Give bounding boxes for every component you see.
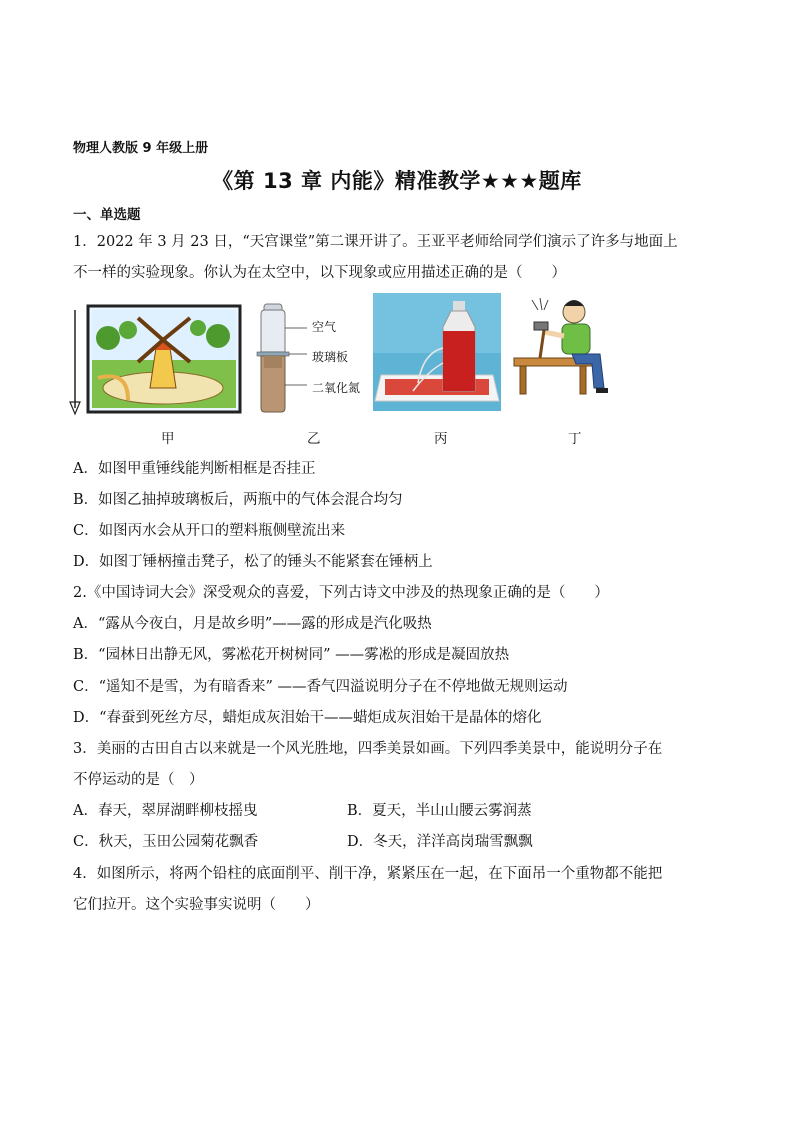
question-1-option-a: A．如图甲重锤线能判断相框是否挂正 [73,461,316,477]
figure-bing-water-bottle-photo [373,293,501,411]
figure-jia-frame-illustration [68,300,246,418]
bottle-label-air: 空气 [312,320,337,334]
question-3-option-d: D．冬天，洋洋高岗瑞雪飘飘 [347,834,533,850]
bottle-label-no2: 二氧化氮 [312,381,361,395]
question-1-option-b: B．如图乙抽掉玻璃板后，两瓶中的气体会混合均匀 [73,492,403,508]
question-3-stem-line-1: 3．美丽的古田自古以来就是一个风光胜地，四季美景如画。下列四季美景中，能说明分子在 [73,741,663,757]
question-2-stem-line-1: 2.《中国诗词大会》深受观众的喜爱，下列古诗文中涉及的热现象正确的是（ ） [73,585,609,601]
figure-label-yi: 乙 [307,431,321,447]
figure-label-bing: 丙 [434,431,448,447]
question-1-option-d: D．如图丁锤柄撞击凳子，松了的锤头不能紧套在锤柄上 [73,554,433,570]
question-1-stem-line-2: 不一样的实验现象。你认为在太空中，以下现象或应用描述正确的是（ ） [73,265,566,281]
question-3-option-a: A．春天，翠屏湖畔柳枝摇曳 [73,803,258,819]
question-3-option-c: C．秋天，玉田公园菊花飘香 [73,834,259,850]
question-2-option-b: B．“园林日出静无风，雾凇花开树树同” ——雾凇的形成是凝固放热 [73,647,510,663]
question-4-stem-line-1: 4．如图所示，将两个铅柱的底面削平、削干净，紧紧压在一起，在下面吊一个重物都不能把 [73,866,663,882]
figure-ding-hammer-man-illustration [510,292,614,414]
figure-label-jia: 甲 [161,431,175,447]
question-1-option-c: C．如图丙水会从开口的塑料瓶侧壁流出来 [73,523,346,539]
question-3-stem-line-2: 不停运动的是（ ） [73,772,204,788]
question-1-stem-line-1: 1．2022 年 3 月 23 日，“天宫课堂”第二课开讲了。王亚平老师给同学们演示了许多与地面上 [73,234,678,250]
question-4-stem-line-2: 它们拉开。这个实验事实说明（ ） [73,897,320,913]
question-2-option-d: D．“春蚕到死丝方尽，蜡炬成灰泪始干——蜡炬成灰泪始干是晶体的熔化 [73,710,542,726]
grade-subtitle: 物理人教版 9 年级上册 [73,141,209,156]
section-heading: 一、单选题 [73,207,141,223]
bottle-label-glass-plate: 玻璃板 [312,350,349,364]
question-2-option-a: A．“露从今夜白，月是故乡明”——露的形成是汽化吸热 [73,616,432,632]
question-3-option-b: B．夏天，半山山腰云雾润蒸 [347,803,532,819]
figure-label-ding: 丁 [568,431,582,447]
page-title: 《第 13 章 内能》精准教学★★★题库 [212,169,582,193]
question-2-option-c: C．“遥知不是雪，为有暗香来” ——香气四溢说明分子在不停地做无规则运动 [73,679,568,695]
